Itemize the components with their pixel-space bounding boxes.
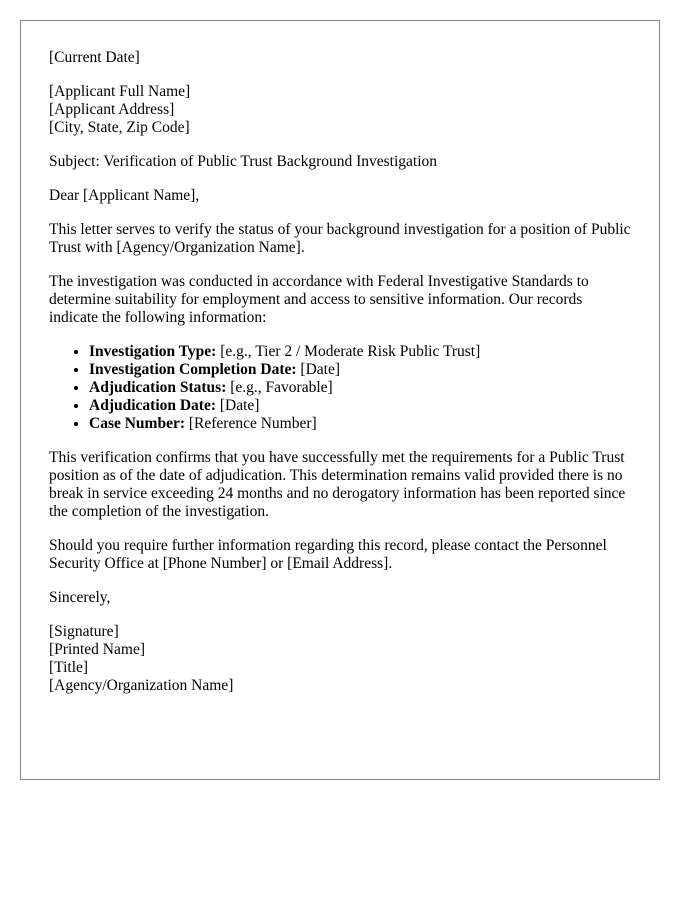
detail-investigation-type <box>89 343 631 361</box>
paragraph-confirmation: This verification confirms that you have successfully met the requirements for a Public Trust position as of the date of adjudication. This determination remains valid provided there is no break in service exceeding 24 months and no derogatory information has been reported since the completion of the investigation. <box>49 449 626 520</box>
detail-value: [e.g., Tier 2 / Moderate Risk Public Trust] <box>216 343 481 360</box>
paragraph-investigation-context: The investigation was conducted in accordance with Federal Investigative Standards to determine suitability for employment and access to sensitive information. Our records indicate the following information: <box>49 273 589 326</box>
detail-adjudication-date <box>89 397 631 415</box>
detail-label: Adjudication Status: <box>89 379 227 396</box>
recipient-address: [Applicant Address] <box>49 101 175 118</box>
detail-label: Case Number: <box>89 415 185 432</box>
paragraph-verification-purpose: This letter serves to verify the status of your background investigation for a position of Public Trust with [Agency/Organization Name]. <box>49 221 631 256</box>
detail-value: [e.g., Favorable] <box>226 379 333 396</box>
investigation-details-list <box>49 343 631 433</box>
recipient-name: [Applicant Full Name] <box>49 83 191 100</box>
salutation: Dear [Applicant Name], <box>49 187 200 204</box>
detail-completion-date <box>89 361 631 379</box>
detail-value: [Date] <box>216 397 260 414</box>
detail-case-number <box>89 415 631 433</box>
recipient-city-state-zip: [City, State, Zip Code] <box>49 119 190 136</box>
paragraph-contact: Should you require further information regarding this record, please contact the Personnel Security Office at [Phone Number] or [Email Address]. <box>49 537 607 572</box>
detail-label: Investigation Completion Date: <box>89 361 297 378</box>
closing: Sincerely, <box>49 589 111 606</box>
signer-agency: [Agency/Organization Name] <box>49 677 234 694</box>
printed-name: [Printed Name] <box>49 641 145 658</box>
letter-page <box>20 20 660 780</box>
detail-adjudication-status <box>89 379 631 397</box>
detail-value: [Date] <box>296 361 340 378</box>
signature: [Signature] <box>49 623 119 640</box>
letter-subject: Subject: Verification of Public Trust Background Investigation <box>49 153 438 170</box>
detail-value: [Reference Number] <box>185 415 317 432</box>
signature-block <box>49 623 631 695</box>
letter-date: [Current Date] <box>49 49 140 66</box>
detail-label: Investigation Type: <box>89 343 217 360</box>
detail-label: Adjudication Date: <box>89 397 217 414</box>
recipient-block <box>49 83 631 137</box>
signer-title: [Title] <box>49 659 89 676</box>
